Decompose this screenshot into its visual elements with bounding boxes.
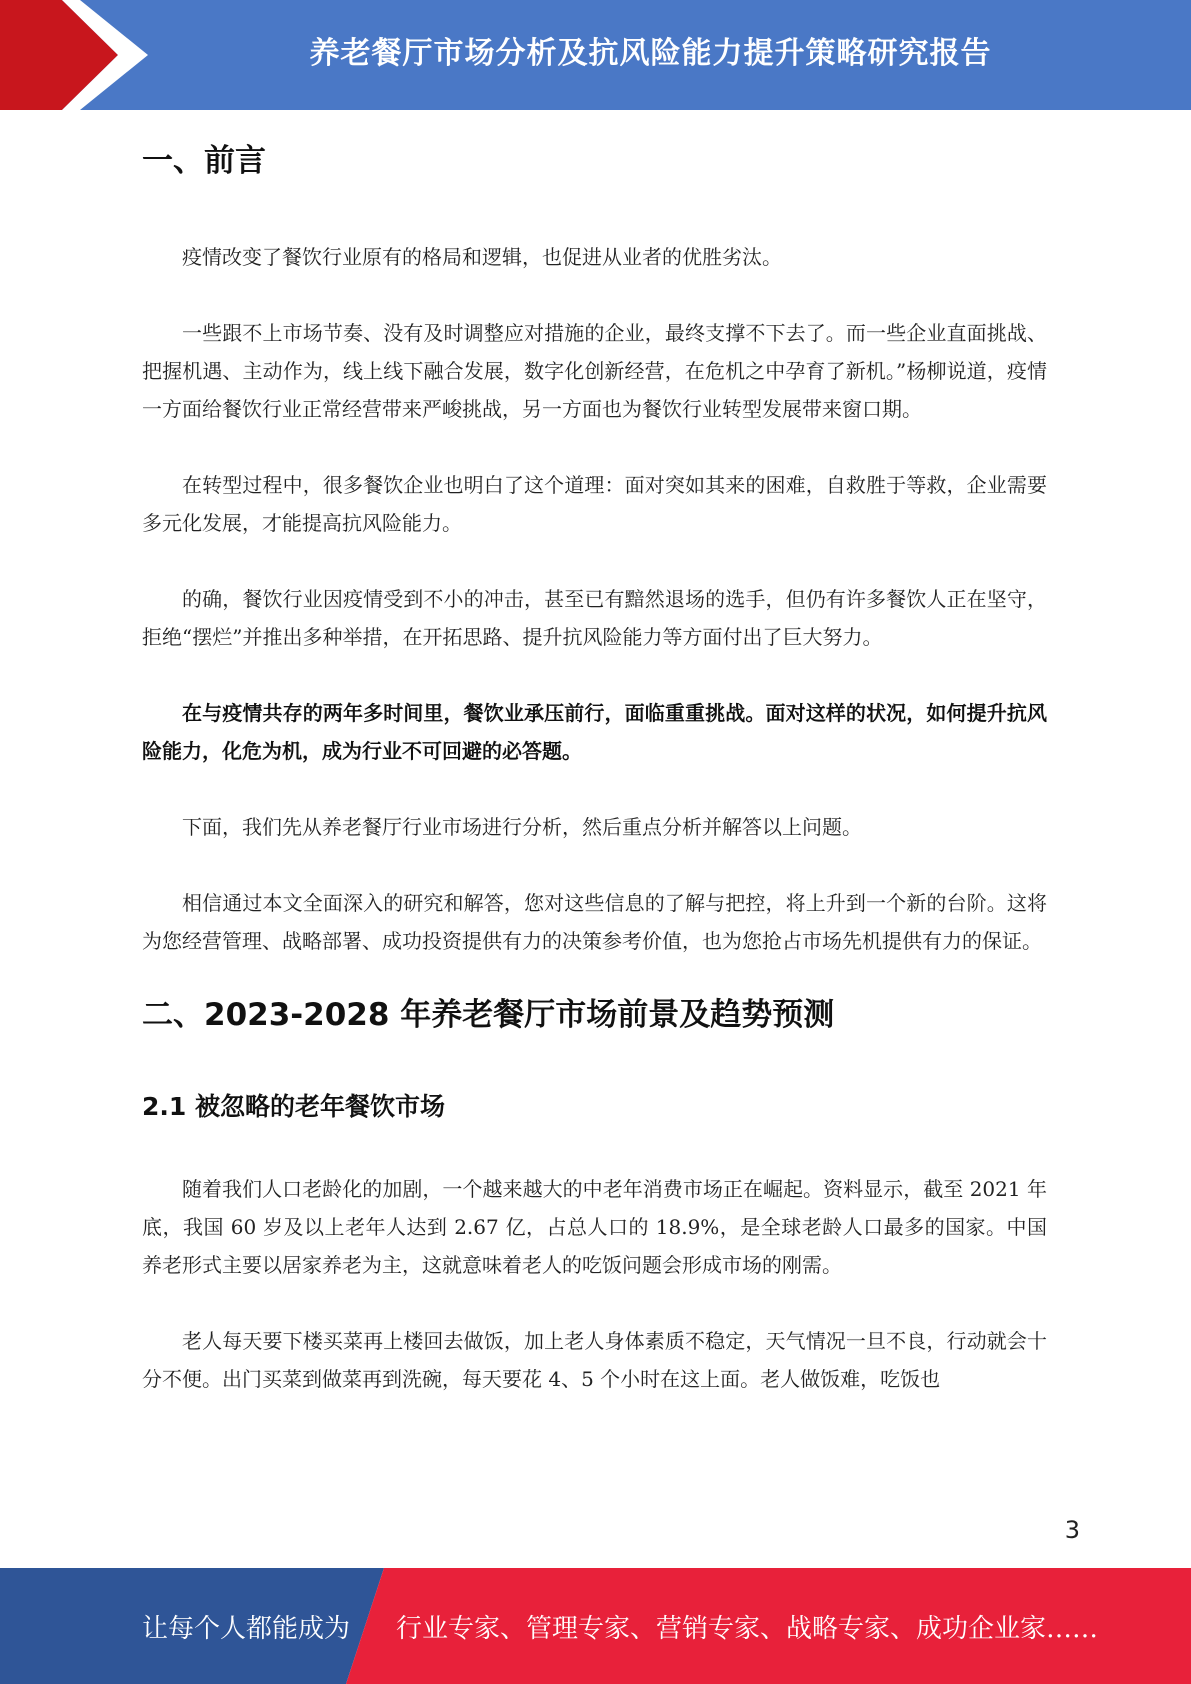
paragraph: 一些跟不上市场节奏、没有及时调整应对措施的企业，最终支撑不下去了。而一些企业直面挑战、把握机遇、主动作为，线上线下融合发展，数字化创新经营，在危机之中孕育了新机。”杨柳说道，疫情一方面给餐饮行业正常经营带来严峻挑战，另一方面也为餐饮行业转型发展带来窗口期。 [142, 321, 1047, 421]
paragraph: 在转型过程中，很多餐饮企业也明白了这个道理：面对突如其来的困难，自救胜于等救，企业需要多元化发展，才能提高抗风险能力。 [142, 473, 1047, 535]
page-footer [0, 1568, 1191, 1684]
footer-slogan-right: 行业专家、管理专家、营销专家、战略专家、成功企业家…… [396, 1613, 1099, 1644]
paragraph: 随着我们人口老龄化的加剧，一个越来越大的中老年消费市场正在崛起。资料显示，截至 2021 年底，我国 60 岁及以上老年人达到 2.67 亿，占总人口的 18.9%，是全球老龄人口最多的国家。中国养老形式主要以居家养老为主，这就意味着老人的吃饭问题会形成市场的刚需。 [142, 1177, 1047, 1277]
paragraph: 疫情改变了餐饮行业原有的格局和逻辑，也促进从业者的优胜劣汰。 [182, 245, 782, 269]
section-heading-preface: 一、前言 [142, 143, 266, 179]
paragraph-bold: 在与疫情共存的两年多时间里，餐饮业承压前行，面临重重挑战。面对这样的状况，如何提升抗风险能力，化危为机，成为行业不可回避的必答题。 [142, 701, 1047, 763]
page-header [0, 0, 1191, 110]
paragraph: 老人每天要下楼买菜再上楼回去做饭，加上老人身体素质不稳定，天气情况一旦不良，行动就会十分不便。出门买菜到做菜再到洗碗，每天要花 4、5 个小时在这上面。老人做饭难，吃饭也 [142, 1329, 1047, 1391]
subsection-heading: 2.1 被忽略的老年餐饮市场 [142, 1092, 445, 1121]
header-arrow-decoration [0, 0, 160, 110]
footer-slogan-left: 让每个人都能成为 [142, 1613, 351, 1644]
document-body [142, 128, 1047, 1398]
section-heading-forecast: 二、2023-2028 年养老餐厅市场前景及趋势预测 [142, 997, 835, 1033]
paragraph: 相信通过本文全面深入的研究和解答，您对这些信息的了解与把控，将上升到一个新的台阶。这将为您经营管理、战略部署、成功投资提供有力的决策参考价值，也为您抢占市场先机提供有力的保证。 [142, 891, 1047, 953]
paragraph: 下面，我们先从养老餐厅行业市场进行分析，然后重点分析并解答以上问题。 [182, 815, 862, 839]
report-title: 养老餐厅市场分析及抗风险能力提升策略研究报告 [309, 36, 992, 71]
page-number: 3 [1064, 1516, 1080, 1544]
paragraph: 的确，餐饮行业因疫情受到不小的冲击，甚至已有黯然退场的选手，但仍有许多餐饮人正在坚守，拒绝“摆烂”并推出多种举措，在开拓思路、提升抗风险能力等方面付出了巨大努力。 [142, 587, 1047, 649]
